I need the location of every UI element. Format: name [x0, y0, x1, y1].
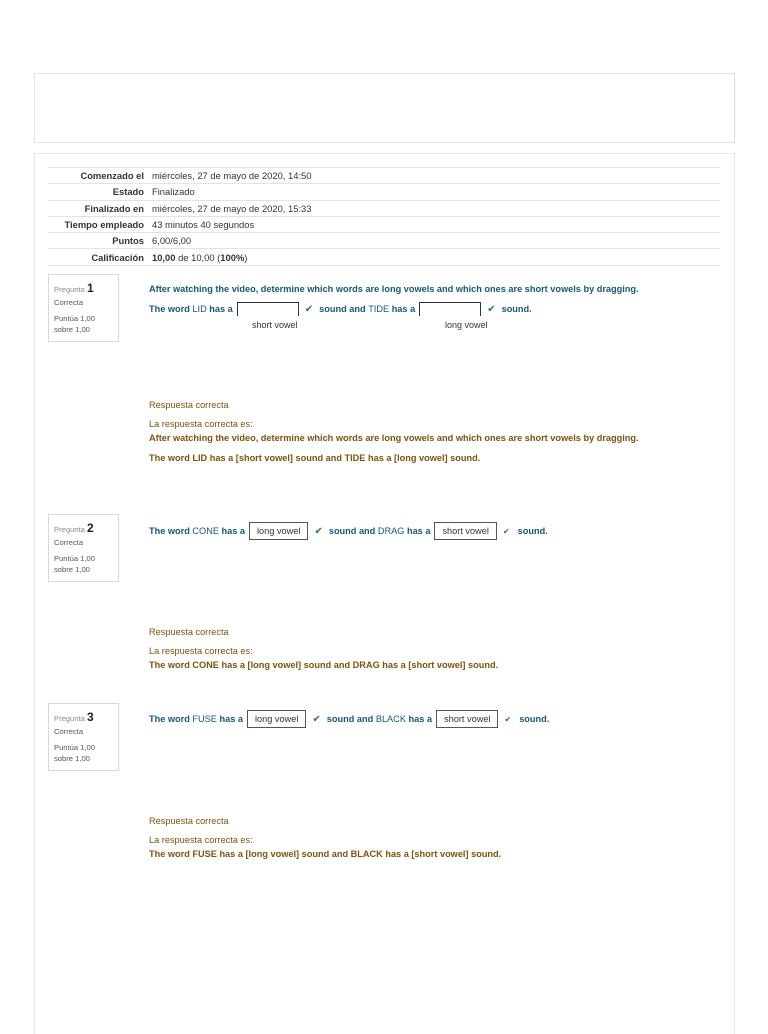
sentence-text: sound and: [328, 526, 376, 536]
question-info-3: [48, 703, 119, 771]
sentence-text: has a: [391, 304, 416, 314]
question-info-2: [48, 514, 119, 582]
grade-out-of: de 10,00 (: [175, 251, 221, 263]
question-state: Correcta: [54, 727, 84, 736]
sentence-word: DRAG: [377, 526, 405, 536]
sentence-text: sound.: [517, 526, 548, 536]
question-sentence-1: [149, 302, 532, 316]
feedback-answer: The word LID has a [short vowel] sound and TIDE has a [long vowel] sound.: [149, 453, 481, 463]
sentence-word: LID: [192, 304, 207, 314]
sentence-text: sound.: [501, 304, 532, 314]
sentence-text: sound and: [326, 714, 374, 724]
summary-row: [48, 168, 720, 184]
question-number: Pregunta 1: [54, 281, 94, 295]
feedback-instruction: After watching the video, determine which words are long vowels and which ones are short vowels by dragging.: [149, 433, 639, 443]
question-number: Pregunta 3: [54, 710, 94, 724]
summary-value: 6,00/6,00: [148, 233, 720, 249]
drop-zone[interactable]: [237, 302, 299, 316]
check-icon: ✔: [504, 714, 512, 724]
summary-row: [48, 200, 720, 216]
feedback-title: Respuesta correcta: [149, 627, 229, 637]
sentence-word: BLACK: [375, 714, 406, 724]
summary-label: Tiempo empleado: [48, 216, 148, 232]
sentence-word: CONE: [192, 526, 219, 536]
feedback-answer: The word FUSE has a [long vowel] sound and BLACK has a [short vowel] sound.: [149, 849, 502, 859]
drag-item[interactable]: short vowel: [252, 320, 298, 330]
drag-item[interactable]: long vowel: [445, 320, 488, 330]
grade-percent: 100%: [220, 251, 245, 263]
summary-label: Puntos: [48, 233, 148, 249]
summary-row: [48, 233, 720, 249]
grade-close: ): [244, 251, 248, 263]
summary-row: [48, 249, 720, 265]
sentence-text: has a: [219, 714, 243, 724]
check-icon: ✔: [312, 713, 321, 725]
feedback-intro: La respuesta correcta es:: [149, 646, 253, 656]
summary-value: miércoles, 27 de mayo de 2020, 15:33: [148, 200, 720, 216]
question-info-1: [48, 274, 119, 342]
feedback-title: Respuesta correcta: [149, 816, 229, 826]
sentence-text: The word: [149, 714, 190, 724]
header-panel: [34, 73, 735, 143]
drop-zone-answer[interactable]: long vowel: [247, 710, 306, 728]
sentence-text: has a: [209, 304, 233, 314]
question-grade: Puntúa 1,00 sobre 1,00: [54, 743, 95, 763]
sentence-text: has a: [408, 714, 433, 724]
sentence-word: FUSE: [192, 714, 217, 724]
attempt-summary-table: [48, 167, 720, 266]
sentence-text: The word: [149, 304, 190, 314]
feedback-answer: The word CONE has a [long vowel] sound and DRAG has a [short vowel] sound.: [149, 660, 499, 670]
feedback-intro: La respuesta correcta es:: [149, 835, 253, 845]
check-icon: ✔: [502, 526, 510, 536]
question-sentence-2: [149, 522, 548, 540]
question-instruction: After watching the video, determine which words are long vowels and which ones are short vowels by dragging.: [149, 284, 639, 294]
sentence-text: has a: [221, 526, 246, 536]
check-icon: ✔: [304, 303, 314, 315]
summary-value: 43 minutos 40 segundos: [148, 216, 720, 232]
sentence-word: TIDE: [368, 304, 390, 314]
sentence-text: sound and: [319, 304, 366, 314]
question-state: Correcta: [54, 298, 84, 307]
summary-value: Finalizado: [148, 184, 720, 200]
sentence-text: sound.: [519, 714, 550, 724]
drop-zone[interactable]: [419, 302, 481, 316]
question-state: Correcta: [54, 538, 84, 547]
drop-zone-answer[interactable]: short vowel: [436, 710, 498, 728]
summary-row: [48, 184, 720, 200]
feedback-intro: La respuesta correcta es:: [149, 419, 253, 429]
summary-label: Finalizado en: [48, 200, 148, 216]
drop-zone-answer[interactable]: short vowel: [434, 522, 496, 540]
question-grade: Puntúa 1,00 sobre 1,00: [54, 314, 95, 334]
summary-row: [48, 216, 720, 232]
summary-label: Comenzado el: [48, 168, 148, 184]
summary-value: miércoles, 27 de mayo de 2020, 14:50: [148, 168, 720, 184]
summary-label: Calificación: [48, 249, 148, 265]
check-icon: ✔: [487, 303, 496, 315]
check-icon: ✔: [314, 525, 323, 537]
sentence-text: has a: [406, 526, 431, 536]
question-sentence-3: [149, 710, 549, 728]
feedback-title: Respuesta correcta: [149, 400, 229, 410]
question-grade: Puntúa 1,00 sobre 1,00: [54, 554, 95, 574]
grade-value: 10,00: [152, 251, 176, 263]
question-number: Pregunta 2: [54, 521, 94, 535]
summary-label: Estado: [48, 184, 148, 200]
summary-value: [148, 249, 720, 265]
sentence-text: The word: [149, 526, 190, 536]
drop-zone-answer[interactable]: long vowel: [249, 522, 308, 540]
